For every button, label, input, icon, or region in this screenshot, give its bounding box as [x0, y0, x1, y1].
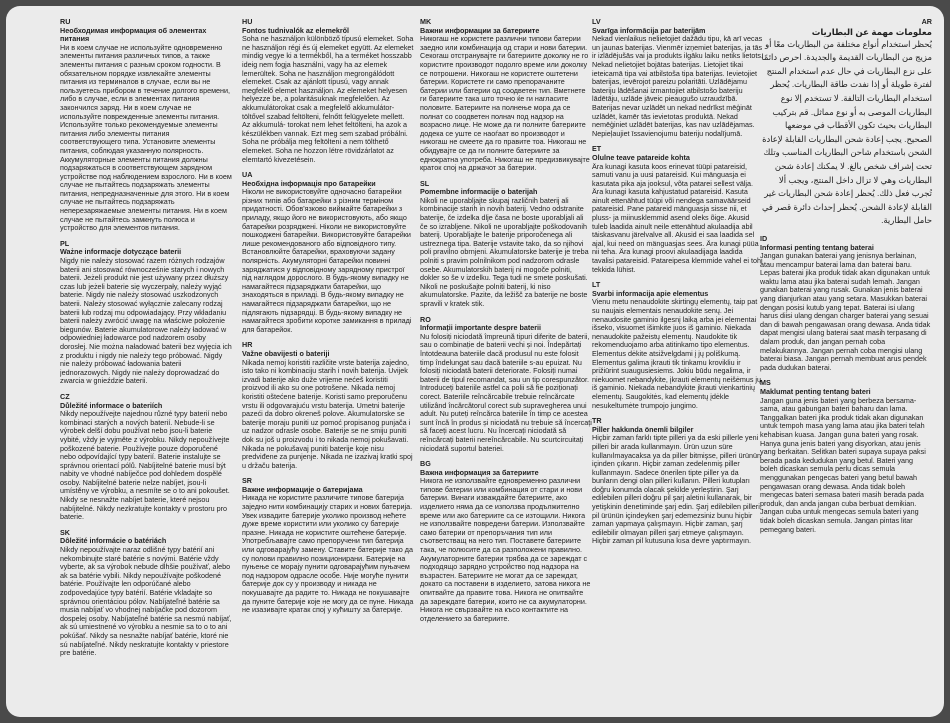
column-5	[760, 18, 932, 711]
section-heading: Važne obavijesti o bateriji	[242, 348, 330, 358]
lang-section-lv	[592, 18, 764, 138]
column-4	[592, 18, 764, 711]
language-code: LV	[592, 18, 601, 26]
battery-info-sheet	[6, 6, 944, 717]
language-code: ID	[760, 233, 768, 243]
column-2	[242, 18, 414, 711]
section-text: Никога не използвайте едновременно различни типове батерии или комбинация от стари и нови батерии. Винаги изваждайте батериите, ако изделието няма да се използва продължително време или ако батериите са се изтощили. Никога не използвайте повредени батерии. Използвайте само батерии от препоръчания тип или съответстващ на него тип. Поставете батериите така, че полюсите да са разположени правилно. Акумулаторните батерии трябва да се зареждат с подходящо зарядно устройство под надзора на възрастен. Батериите не могат да се зареждат, докато са поставени в изделието, затова никога не опитвайте да правите това. Никога не опитвайте да зареждате батерии, които не са акумулаторни. Никога не свързвайте на късо контактите на отделението за батериите.	[420, 476, 591, 623]
language-code: SL	[420, 178, 430, 188]
section-heading: Svarbi informacija apie elementus	[592, 288, 709, 298]
column-1	[60, 18, 232, 711]
lang-section-ua	[242, 171, 414, 334]
language-code: SR	[242, 476, 252, 486]
section-text: Nekad vienlaikus neliietojiet dažādu tipu, kā arī vecas un jaunas baterijas. Vienmēr izņemiet baterijas, ja tās ir izlādējušās vai ja produkts ilgāku laiku netiks lietots. Nekad nelietojiet bojātas baterijas. Lietojiet tikai ieteicamā tipa vai atbilstoša tipa baterijas. Ievietojiet baterijas, ievērojot pareizu polaritāti. Uzlādējamu bateriju lādēšanai izmantojiet atbilstošo bateriju lādētāju, uzlāde jāveic pieaugušo uzraudzībā. Baterijas nevar uzlādēt un nekad nedrīkst mēģināt uzlādēt, kamēr tās ievietotas produktā. Nekad nemēģiniet uzlādēt baterijas, kas nav uzlādējamas. Nepieļaujiet īssavienojumu bateriju nodalījumā.	[592, 34, 763, 138]
language-code: BG	[420, 459, 431, 469]
section-heading: Olulne teave patareide kohta	[592, 152, 690, 162]
language-code: CZ	[60, 391, 70, 401]
section-heading: Ważne informacje dotyczące baterii	[60, 247, 182, 257]
lang-section-ru	[60, 18, 232, 233]
section-text: Nikdy nepoužívejte najednou různé typy baterií nebo kombinaci starých a nových baterií. Nebude-li se výrobek delší dobu používat nebo jsou-li baterie vybité, vždy je vyjměte z výrobku. Nikdy nepoužívejte poškozené baterie. Používejte pouze doporučené nebo odpovídající typy baterií. Baterie instalujte se správnou orientací pólů. Nabíjitelné baterie musí být nabity ve vhodné nabíječce pod dohledem dospělé osoby. Nabíjitelné baterie nelze nabíjet, jsou-li umístěny ve výrobku, a nesmíte se o to ani pokoušet. Nikdy se nesnažte nabíjet baterie, které nejsou nabíjitelné. Nikdy nezkratujte kontakty v prostoru pro baterie.	[60, 409, 230, 522]
section-heading: Maklumat penting tentang bateri	[760, 387, 871, 396]
section-text: Никогаш не користете различни типови батерии заедно или комбинација од стари и нови батерии. Секогаш отстранувајте ги батериите доколку не го користите производот подолго време или доколку се потрошени. Никогаш не користете оштетени батерии. Користете ги само препорачаните батерии или батерии од соодветен тип. Вметнете ги батериите така што точно ќе ги нагласите половите. Батериите на полнење мора да се полнат со соодветен полнач под надзор на возрасно лице. Не може да ги полните батериите додека се уште се наоѓаат во производот и никогаш не смеете да го правите тоа. Никогаш не обидувајте се да ги полните батериите за еднократна употреба. Никогаш не предизвикувајте краток спој на држачот за батерии.	[420, 34, 590, 173]
column-3	[420, 18, 592, 711]
section-text: Jangan gunakan baterai yang jenisnya berlainan, atau mencampur baterai lama dan baterai baru. Lepas baterai jika produk tidak akan digunakan untuk waktu lama atau jika baterai sudah lemah. Jangan gunakan baterai yang rusak. Gunakan jenis baterai yang dianjurkan atau yang setara. Masukkan baterai dengan posisi kutub yang tepat. Baterai isi ulang harus diisi ulang dengan charger baterai yang sesuai dan di bawah pengawasan orang dewasa. Anda tidak dapat mengisi ulang baterai saat masih terpasang di dalam produk, dan jangan pernah coba melakukannya. Jangan pernah coba mengisi ulang baterai biasa. Jangan pernah membuat arus pendek pada dudukan baterai.	[760, 251, 931, 372]
language-code: MK	[420, 18, 432, 26]
section-text: Nikoli ne uporabljajte skupaj različnih baterij ali kombinacije starih in novih baterij. Vedno odstranite baterije, če izdelka dlje časa ne boste uporabljali ali če so izrabljene. Nikoli ne uporabljajte poškodovanih baterij. Uporabljajte le baterije priporočenega ali ustreznega tipa. Baterije vstavite tako, da so njihovi poli pravilno obrnjeni. Akumulatorske baterije je treba polniti s pravim polnilnikom pod nadzorom odrasle osebe. Akumulatorskih baterij ni mogoče polniti, dokler so še v izdelku. Tega tudi ne smete poskušati. Nikoli ne poskušajte polniti baterij, ki niso akumulatorske. Pazite, da ležišč za baterije ne boste spravili v kratek stik.	[420, 195, 589, 308]
section-heading: Dôležité informácie o batériách	[60, 536, 167, 546]
language-code: ET	[592, 144, 602, 154]
language-code: HU	[242, 18, 253, 26]
lang-section-bg	[420, 460, 592, 623]
section-heading: Informații importante despre baterii	[420, 323, 542, 333]
section-text: Jangan guna jenis bateri yang berbeza bersama-sama, atau gabungan bateri baharu dan lama. Tanggalkan bateri jika produk tidak akan digunakan untuk tempoh masa yang lama atau jika bateri telah kehabisan kuasa. Jangan guna bateri yang rosak. Hanya guna jenis bateri yang disyorkan, atau jenis yang berkaitan. Selitkan bateri supaya supaya paksi berada pada kedudukan yang betul. Bateri yang boleh dicaskan semula perlu dicas semula menggunakan pengecas bateri yang betul bawah pengawasan orang dewasa. Anda tidak boleh mengecas bateri semasa bateri masih berada pada produk, dan anda jangan cuba berbuat demikian. Jangan cuba untuk mengecas semula bateri yang tidak boleh dicaskan semula. Jangan pintas litar pemegang bateri.	[760, 395, 926, 534]
section-heading: Важна информация за батериите	[420, 467, 539, 477]
section-heading: Необходимая информация об элементах питания	[60, 25, 207, 44]
language-code: UA	[242, 170, 253, 180]
section-text: Nigdy nie należy stosować razem różnych rodzajów baterii ani stosować równocześnie starych i nowych baterii. Jeżeli produkt nie jest używany przez dłuższy czas lub jeżeli baterie się wyczerpały, należy wyjąć baterie. Nigdy nie należy stosować uszkodzonych baterii. Należy stosować wyłącznie zalecany rodzaj baterii lub rodzaj mu odpowiadający. Przy wkładaniu baterii należy zwrócić uwagę na właściwe położenie biegunów. Baterie akumulatorowe należy ładować w odpowiedniej ładowarce pod nadzorem osoby dorosłej. Nie można naładować baterii bez wyjęcia ich z produktu i nigdy nie należy tego próbować. Nigdy nie należy próbować ładowania baterii jednorazowych. Nigdy nie należy doprowadzać do zwarcia w gnieździe baterii.	[60, 256, 232, 386]
language-code: HR	[242, 340, 253, 350]
lang-section-lt	[592, 281, 764, 410]
language-code: AR	[921, 18, 932, 26]
section-heading: Важне информације о батеријама	[242, 484, 363, 494]
language-code: LT	[592, 280, 601, 290]
section-heading: Fontos tudnivalók az elemekről	[242, 25, 350, 35]
section-heading: Svarīga informācija par baterijām	[592, 25, 706, 35]
lang-section-hr	[242, 341, 414, 470]
lang-section-tr	[592, 417, 764, 546]
lang-section-cz	[60, 393, 232, 522]
section-text: Vienu metu nenaudokite skirtingų elementų, taip pat su naujais elementais nenaudokite senų. Jei nenaudosite gaminio ilgesnį laiką arba jei elementai išseko, visuomet išimkite juos iš gaminio. Niekada nenaudokite pažeistų elementų. Naudokite tik rekomenduojamo arba atitinkamo tipo elementus. Elementus dėkite atsižvelgdami į jų poliškumą. Elementus galima įkrauti tik tinkamu krovikliu ir prižiūrint suaugusiesiems. Jokiu būdu negalima, ir niekuomet nebandykite, įkrauti elementų neišėmus jų iš gaminio. Niekada nebandykite įkrauti vienkartinių elementų. Saugokitės, kad elementų įdėkle nesukeltumėte trumpojo jungimo.	[592, 297, 762, 410]
section-text: Nikada nemoj koristiti različite vrste baterija zajedno, isto tako ni kombinaciju starih i novih baterija. Uvijek izvadi baterije ako duže vrijeme nećeš koristiti proizvod ili ako su one potrošene. Nikada nemoj koristiti oštećene baterije. Koristi samo preporučenu vrstu ili odgovarajuću vrstu baterija. Umetni baterije pazeći da dobro okreneš polove. Akumulatorske se baterije moraju puniti uz pomoć propisanog punjača i uz nadzor odrasle osobe. Baterije se ne smiju puniti dok su još u proizvodu i to nikada nemoj pokušavati. Nikada ne pokušavaj puniti baterije koje nisu predviđene za punjenje. Nikada ne izazivaj kratki spoj u držaču baterija.	[242, 357, 413, 470]
lang-section-mk	[420, 18, 592, 173]
section-text: Nu folosiți niciodată împreună tipuri diferite de baterii, sau o combinație de baterii vechi și noi. Îndepărtați întotdeauna bateriile dacă produsul nu este folosit timp îndelungat sau dacă bateriile s-au epuizat. Nu folosiți niciodată baterii deteriorate. Folosiți numai baterii de tipul recomandat, sau un tip corespunzător. Introduceți bateriile astfel ca polii să fie poziționați corect. Bateriile reîncărcabile trebuie reîncărcate utilizând încărcătorul corect sub supravegherea unui adult. Nu puteți reîncărca bateriile în timp ce acestea sunt încă în produs și niciodată nu trebuie să încercați să faceți acest lucru. Nu încercați niciodată să reîncărcați baterii nereîncărcabile. Nu scurtcircuitați niciodată suportul bateriei.	[420, 331, 592, 453]
lang-section-ms	[760, 379, 932, 534]
section-text: Ни в коем случае не используйте одновременно элементы питания различных типов, а также элементы питания с разным сроком годности. В обязательном порядке извлекайте элементы питания из терминалов в случае, если вы не пользуетесь прибором в течение долгого времени, либо в случае, если в элементах питания закончился заряд. Ни в коем случае не используйте поврежденные элементы питания. Используйте только рекомендуемые элементы питания либо элементы питания соответствующего типа. Установите элементы питания, соблюдая указанную полярность. Аккумуляторные элементы питания должны подзаряжаться в соответствующем зарядном устройстве под наблюдением взрослого. Ни в коем случае не пытайтесь подзаряжать элементы питания, непредназначенные для этого. Ни в коем случае не пытайтесь подзаряжать неперезаряжаемые элементы питания. Ни в коем случае не пытайтесь замкнуть полюса и устройство для элементов питания.	[60, 42, 232, 233]
section-text: Никада не користите различите типове батерија заједно нити комбинацију старих и нових батерија. Увек извадите батерије уколико производ нећете дуже време користити или уколико су батерије празне. Никада не користите оштећене батерије. Употребљавајте само препоручени тип батерија или одговарајућу замену. Ставите батерије тако да су полови правилно позиционирани. Батерије на пуњење се морају пунити одговарајућим пуњачем под надзором одрасле особе. Није могуће пунити батерије док су у производу и никада не покушавајте да радите то. Никада не покушавајте да пуните батерије које не могу да се пуне. Никада не изазивајте кратак спој у кућишту за батерије.	[242, 493, 414, 615]
language-code: PL	[60, 238, 70, 248]
section-text: Ніколи не використовуйте одночасно батарейки різних типів або батарейки з різним терміном придатності. Обов'язково виймайте батарейки з приладу, якщо його не використовують, або якщо батарейки розряджені. Ніколи не використовуйте пошкоджені батарейки. Використовуйте батарейки лише рекомендованого або відповідного типу. Встановлюйте батарейки, враховуючи задану полярність. Акумуляторні батарейки повинні заряджатися у відповідному зарядному пристрої під наглядом дорослого. В будь-якому випадку не намагайтеся підзаряджати батарейки, що знаходяться в приладі. В будь-якому випадку не намагайтеся підзаряджати батарейки, що не підлягають підзарядці. В будь-якому випадку не намагайтеся зробити коротке замикання в приладі для батарейок.	[242, 187, 412, 334]
section-text: Ära kunagi kasuta koos erinevat tüüpi patareisid, samuti vanu ja uusi patareisid. Kui mänguasja ei kasutata pika aja jooksul, võta patarei sellest välja. Ära kunagi kasuta kahjustatud patareisid. Kasuta ainult ettenähtud tüüpi või nendega samaväärseid patareisid. Pane patareid mänguasja sisse nii, et pluss- ja miinusklemmid asend oleks õige. Akusid tuleb laadida ainult neile ettenähtud akulaadija abil täiskasvanu järelvalve all. Akusid ei saa laadida sel ajal, kui need on mänguasjas sees. Ära kunagi püüa nii teha. Ära kunagi proovi akulaadijaga laadida tavalisi patareisid. Patareipesa klemmide vahel ei tohi tekkida lühist.	[592, 161, 763, 274]
section-heading: Pomembne informacije o baterijah	[420, 187, 538, 197]
section-heading: Informasi penting tentang baterai	[760, 242, 874, 252]
section-heading: Piller hakkında önemli bilgiler	[592, 424, 694, 434]
section-text: يُحظر استخدام أنواع مختلفة من البطاريات معًا أو مزيج من البطاريات القديمة والجديدة. احرص دائمًا على نزع البطاريات في حال عدم استخدام المنتج لفترة طويلة أو إذا نفدت طاقة البطاريات. يُحظر استخدام البطاريات التالفة. لا تستخدم إلا نوع البطاريات الموصى به أو نوع مماثل. قم بتركيب البطاريات بحيث تكون الأقطاب في موضعها الصحيح. يجب إعادة شحن البطاريات القابلة لإعادة الشحن باستخدام شاحن البطاريات المناسب وتلك تحت إشراف شخص بالغ. لا يمكنك إعادة شحن البطاريات وهي لا تزال داخل المنتج، ويجب ألا تُجرب فعل ذلك. يُحظر إعادة شحن البطاريات غير القابلة لإعادة الشحن. يُحظر إحداث دائرة قصر في حامل البطارية.	[761, 38, 932, 226]
language-code: TR	[592, 416, 602, 426]
section-heading: Důležité informace o bateriích	[60, 400, 163, 410]
lang-section-id	[760, 235, 932, 373]
section-text: Nikdy nepoužívajte naraz odlišné typy batérií ani nekombinujte staré batérie s novými. Batérie vždy vyberte, ak sa výrobok nebude dlhšie používať, alebo ak sa batérie vybili. Nikdy nepoužívajte poškodené batérie. Používajte len odporúčané alebo zodpovedajúce typy batérií. Batérie vkladajte so správnou orientáciou pólov. Nabíjateľné batérie sa musia nabíjať vo vhodnej nabíjačke pod dozorom dospelej osoby. Nabíjateľné batérie sa nesmú nabíjať, ak sú umiestnené vo výrobku a nesmie sa to o to ani pokúšať. Nikdy sa nesnažte nabíjať batérie, ktoré nie sú nabíjateľné. Nikdy neskratujte kontakty v priestore pre batérie.	[60, 545, 232, 658]
lang-section-sr	[242, 477, 414, 615]
lang-section-et	[592, 145, 764, 274]
lang-section-sl	[420, 180, 592, 309]
section-text: Hiçbir zaman farklı tipte pilleri ya da eski pillerle yeni pilleri bir arada kullanmayın. Ürün uzun süre kullanılmayacaksa ya da piller bitmişse, pilleri ürünün içinden çıkarın. Hiçbir zaman zedelenmiş piller kullanmayın. Sadece önerilen tipte piller ya da bunların dengi olan pilleri kullanın. Pilleri kutupları doğru konumda olacak şekilde yerleştirin. Şarj edilebilen pilleri doğru pil şarj aletini kullanarak, bir yetişkinin denetiminde şarj edin. Şarj edilebilen pilleri, pil ürünün içindeyken şarj edemezsiniz bunu hiçbir zaman yapmaya çalışmayın. Hiçbir zaman, şarj edilebilir olmayan pilleri şarj etmeye çalışmayın. Hiçbir zaman pil kutusuna kısa devre yaptırmayın.	[592, 433, 762, 546]
language-code: SK	[60, 527, 70, 537]
lang-section-ar	[760, 18, 932, 228]
section-text: Soha ne használjon különböző típusú elemeket. Soha ne használjon régi és új elemeket együtt. Az elemeket mindig vegye ki a termékből, ha a terméket hosszabb ideig nem fogja használni, vagy ha az elemek lemerültek. Soha ne használjon megrongálódott elemeket. Csak az ajánlott típusú, vagy annak megfelelő elemet használjon. Az elemeket helyesen helyezze be, a polaritásuknak megfelelően. Az akkumulátorokat csak a megfelelő akkumulátor-töltővel szabad feltölteni, felnőtt felügyelete mellett. Az akkumulá- torokat nem lehet feltölteni, ha azok a készülékben vannak. Ezt meg sem szabad próbálni. Soha ne próbálja meg feltölteni a nem tölthető elemeket. Soha ne hozzon létre rövidzárlatot az elemtartó kivezetésein.	[242, 34, 414, 164]
section-heading: معلومات مهمة عن البطاريات	[811, 26, 932, 37]
lang-section-pl	[60, 240, 232, 386]
section-heading: Важни информации за батериите	[420, 25, 540, 35]
language-code: RO	[420, 314, 431, 324]
lang-section-sk	[60, 529, 232, 658]
lang-section-ro	[420, 316, 592, 454]
section-heading: Необхідна інформація про батарейки	[242, 178, 376, 188]
lang-section-hu	[242, 18, 414, 164]
language-code: MS	[760, 378, 771, 388]
language-code: RU	[60, 18, 71, 26]
